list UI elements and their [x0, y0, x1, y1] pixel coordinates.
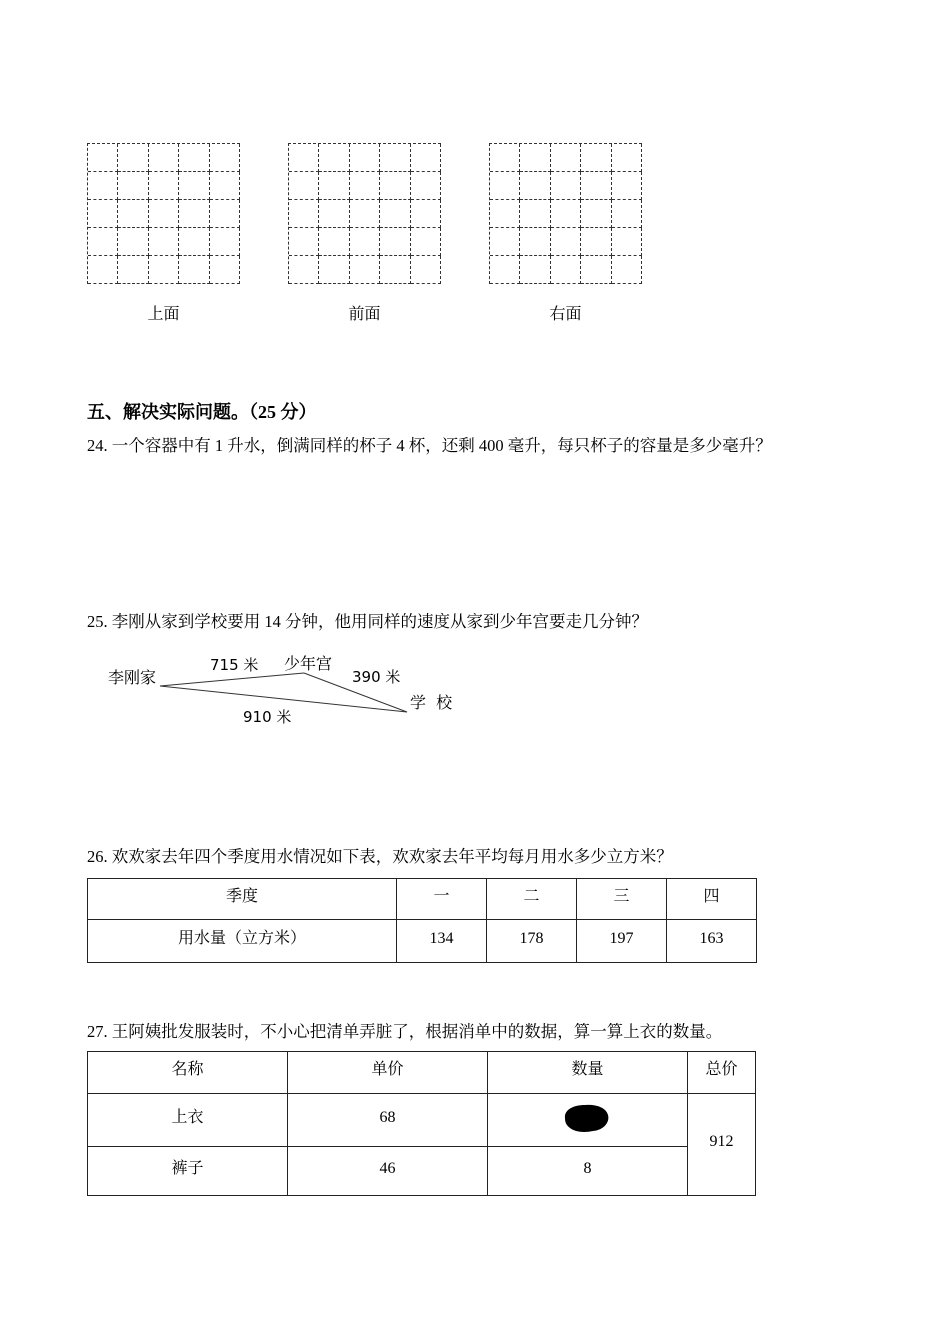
grid-cell: [88, 228, 118, 256]
grid-cell: [490, 200, 520, 228]
grid-cell: [149, 172, 179, 200]
grid-cell: [380, 172, 410, 200]
grid-cell: [210, 256, 240, 284]
grid-cell: [612, 172, 642, 200]
grid-cell: [210, 228, 240, 256]
view-label-top: 上面: [147, 304, 180, 323]
grid-cell: [179, 200, 209, 228]
view-grid-front: [288, 143, 441, 284]
place-school-label: 学 校: [410, 693, 453, 712]
view-grid-right: [489, 143, 642, 284]
grid-cell: [380, 228, 410, 256]
table-row: [88, 920, 757, 963]
grid-cell: [179, 256, 209, 284]
question-26: 26. 欢欢家去年四个季度用水情况如下表，欢欢家去年平均每月用水多少立方米？: [87, 847, 673, 866]
view-front: [288, 143, 441, 328]
table-header-cell: 三: [577, 879, 667, 920]
grid-cell: [350, 200, 380, 228]
view-top: [87, 143, 240, 328]
grid-cell: [490, 144, 520, 172]
table-header-cell: 一: [397, 879, 487, 920]
table-cell: 8: [488, 1147, 688, 1196]
table-header-row: [88, 879, 757, 920]
grid-cell: [210, 200, 240, 228]
place-home-label: 李刚家: [108, 668, 157, 687]
grid-cell: [179, 228, 209, 256]
grid-cell: [289, 256, 319, 284]
table-cell: 上衣: [88, 1094, 288, 1147]
table-header-cell: 二: [487, 879, 577, 920]
table-cell: 68: [288, 1094, 488, 1147]
grid-cell: [520, 228, 550, 256]
grid-cell: [149, 228, 179, 256]
grid-cell: [380, 200, 410, 228]
table-cell-obscured: [488, 1094, 688, 1147]
grid-cell: [118, 256, 148, 284]
grid-cell: [411, 256, 441, 284]
grid-cell: [88, 200, 118, 228]
grid-cell: [520, 144, 550, 172]
grid-cell: [612, 144, 642, 172]
grid-cell: [551, 172, 581, 200]
view-grid-top: [87, 143, 240, 284]
grid-cell: [88, 172, 118, 200]
view-label-front: 前面: [348, 304, 381, 323]
grid-cell: [581, 200, 611, 228]
grid-cell: [581, 172, 611, 200]
ink-blot: [562, 1103, 610, 1133]
grid-cell: [149, 144, 179, 172]
grid-cell: [319, 256, 349, 284]
clothing-list-table-body: [88, 1052, 756, 1196]
table-cell: 197: [577, 920, 667, 963]
grid-cell: [380, 144, 410, 172]
grid-cell: [319, 144, 349, 172]
grid-cell: [289, 144, 319, 172]
view-label-right: 右面: [549, 304, 582, 323]
grid-cell: [88, 256, 118, 284]
grid-cell: [210, 144, 240, 172]
grid-cell: [490, 256, 520, 284]
grid-cell: [411, 144, 441, 172]
grid-cell: [350, 172, 380, 200]
grid-cell: [520, 256, 550, 284]
water-usage-table: [87, 878, 757, 963]
grid-cell: [411, 228, 441, 256]
view-right: [489, 143, 642, 328]
table-cell: 163: [667, 920, 757, 963]
table-header-cell: 总价: [688, 1052, 756, 1094]
table-cell: 用水量（立方米）: [88, 920, 397, 963]
table-cell-total: 912: [688, 1094, 756, 1196]
water-usage-table-body: [88, 879, 757, 963]
grid-cell: [210, 172, 240, 200]
grid-cell: [118, 228, 148, 256]
question-27: 27. 王阿姨批发服装时，不小心把清单弄脏了，根据消单中的数据，算一算上衣的数量。: [87, 1022, 723, 1041]
grid-cell: [319, 172, 349, 200]
grid-cell: [149, 256, 179, 284]
table-cell: 178: [487, 920, 577, 963]
distance-home-palace-label: 715 米: [210, 656, 259, 674]
edge-home-palace: [160, 673, 304, 686]
place-palace-label: 少年宫: [284, 654, 333, 673]
grid-cell: [551, 256, 581, 284]
table-cell: 134: [397, 920, 487, 963]
section-title: 五、解决实际问题。（25 分）: [87, 402, 317, 422]
grid-cell: [581, 144, 611, 172]
question-24: 24. 一个容器中有 1 升水，倒满同样的杯子 4 杯，还剩 400 毫升，每只杯子的容量是多少毫升？: [87, 436, 772, 455]
table-header-row: [88, 1052, 756, 1094]
grid-cell: [319, 228, 349, 256]
grid-cell: [118, 144, 148, 172]
grid-cell: [350, 256, 380, 284]
grid-cell: [289, 228, 319, 256]
grid-cell: [581, 228, 611, 256]
grid-cell: [380, 256, 410, 284]
grid-cell: [612, 256, 642, 284]
table-cell: 裤子: [88, 1147, 288, 1196]
grid-cell: [551, 144, 581, 172]
grid-cell: [612, 228, 642, 256]
grid-cell: [350, 144, 380, 172]
grid-cell: [411, 200, 441, 228]
grid-cell: [179, 172, 209, 200]
table-header-cell: 数量: [488, 1052, 688, 1094]
table-header-cell: 单价: [288, 1052, 488, 1094]
grid-cell: [118, 200, 148, 228]
grid-cell: [149, 200, 179, 228]
grid-cell: [551, 200, 581, 228]
table-header-cell: 名称: [88, 1052, 288, 1094]
grid-cell: [520, 172, 550, 200]
grid-cell: [490, 228, 520, 256]
grid-cell: [551, 228, 581, 256]
grid-cell: [179, 144, 209, 172]
grid-cell: [319, 200, 349, 228]
grid-cell: [118, 172, 148, 200]
table-cell: 46: [288, 1147, 488, 1196]
grid-cell: [520, 200, 550, 228]
grid-cell: [411, 172, 441, 200]
table-row: [88, 1094, 756, 1147]
grid-cell: [490, 172, 520, 200]
grid-cell: [581, 256, 611, 284]
grid-cell: [289, 200, 319, 228]
grid-cell: [612, 200, 642, 228]
table-header-cell: 四: [667, 879, 757, 920]
question-25: 25. 李刚从家到学校要用 14 分钟，他用同样的速度从家到少年宫要走几分钟？: [87, 612, 648, 631]
table-row: [88, 1147, 756, 1196]
distance-home-school-label: 910 米: [243, 708, 292, 726]
clothing-list-table: [87, 1051, 756, 1196]
grid-cell: [88, 144, 118, 172]
grid-cell: [289, 172, 319, 200]
ink-blot-shape: [564, 1104, 607, 1131]
distance-palace-school-label: 390 米: [352, 668, 401, 686]
table-header-cell: 季度: [88, 879, 397, 920]
grid-cell: [350, 228, 380, 256]
